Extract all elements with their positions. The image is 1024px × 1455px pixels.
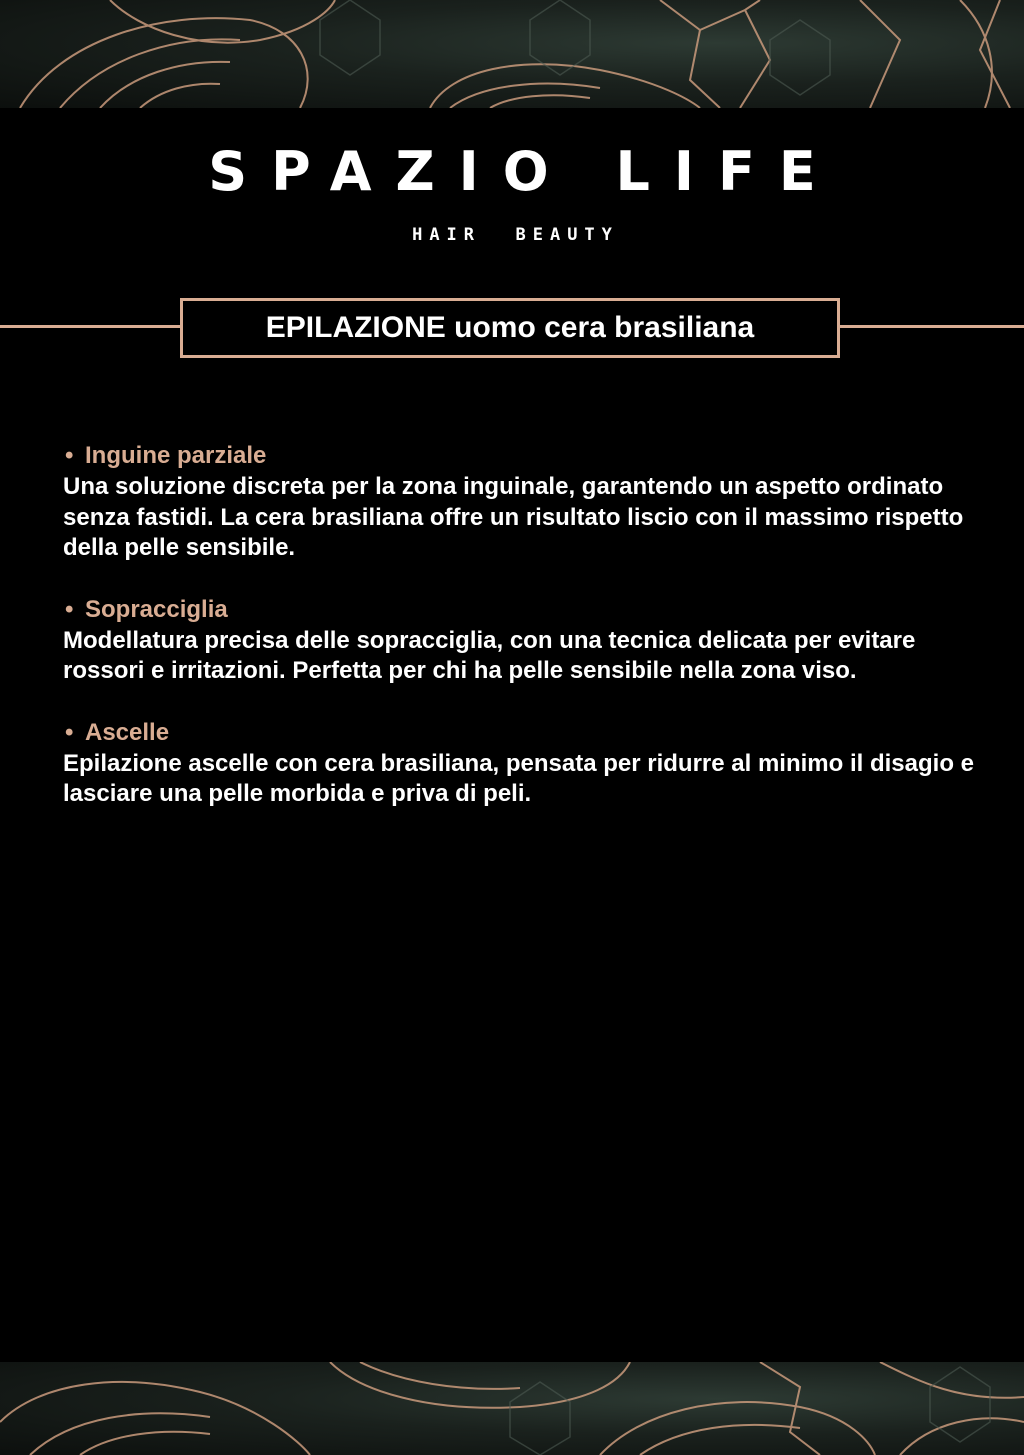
- service-title: [63, 717, 983, 749]
- service-title-text: Ascelle: [85, 718, 170, 746]
- service-description: Modellatura precisa delle sopracciglia, con una tecnica delicata per evitare rossori e irritazioni. Perfetta per chi ha pelle sensibile nella zona viso.: [63, 626, 916, 684]
- service-item: [63, 594, 983, 687]
- services-list: [63, 440, 983, 840]
- brand-tagline: HAIR BEAUTY: [412, 225, 619, 245]
- service-title-text: Inguine parziale: [85, 442, 267, 469]
- service-item: [63, 717, 983, 810]
- gold-leaf-pattern: [0, 1362, 1024, 1455]
- brand-logo: SPAZIO LIFE: [208, 140, 840, 203]
- page-title: EPILAZIONE uomo cera brasiliana: [180, 298, 840, 358]
- service-item: [63, 440, 983, 564]
- service-title-text: Sopracciglia: [85, 595, 228, 623]
- service-title: [63, 594, 983, 626]
- bullet-icon: •: [65, 718, 74, 746]
- decorative-footer-band: [0, 1362, 1024, 1455]
- gold-leaf-pattern: [0, 0, 1024, 108]
- bullet-icon: •: [65, 595, 74, 623]
- title-divider-right: [838, 325, 1024, 328]
- bullet-icon: •: [65, 442, 74, 469]
- title-divider-left: [0, 325, 182, 328]
- service-description: Epilazione ascelle con cera brasiliana, pensata per ridurre al minimo il disagio e lasciare una pelle morbida e priva di peli.: [63, 749, 975, 807]
- service-description: Una soluzione discreta per la zona inguinale, garantendo un aspetto ordinato senza fastidi. La cera brasiliana offre un risultato liscio con il massimo rispetto della pelle sensibile.: [63, 473, 964, 561]
- service-title: [63, 440, 983, 472]
- decorative-header-band: [0, 0, 1024, 108]
